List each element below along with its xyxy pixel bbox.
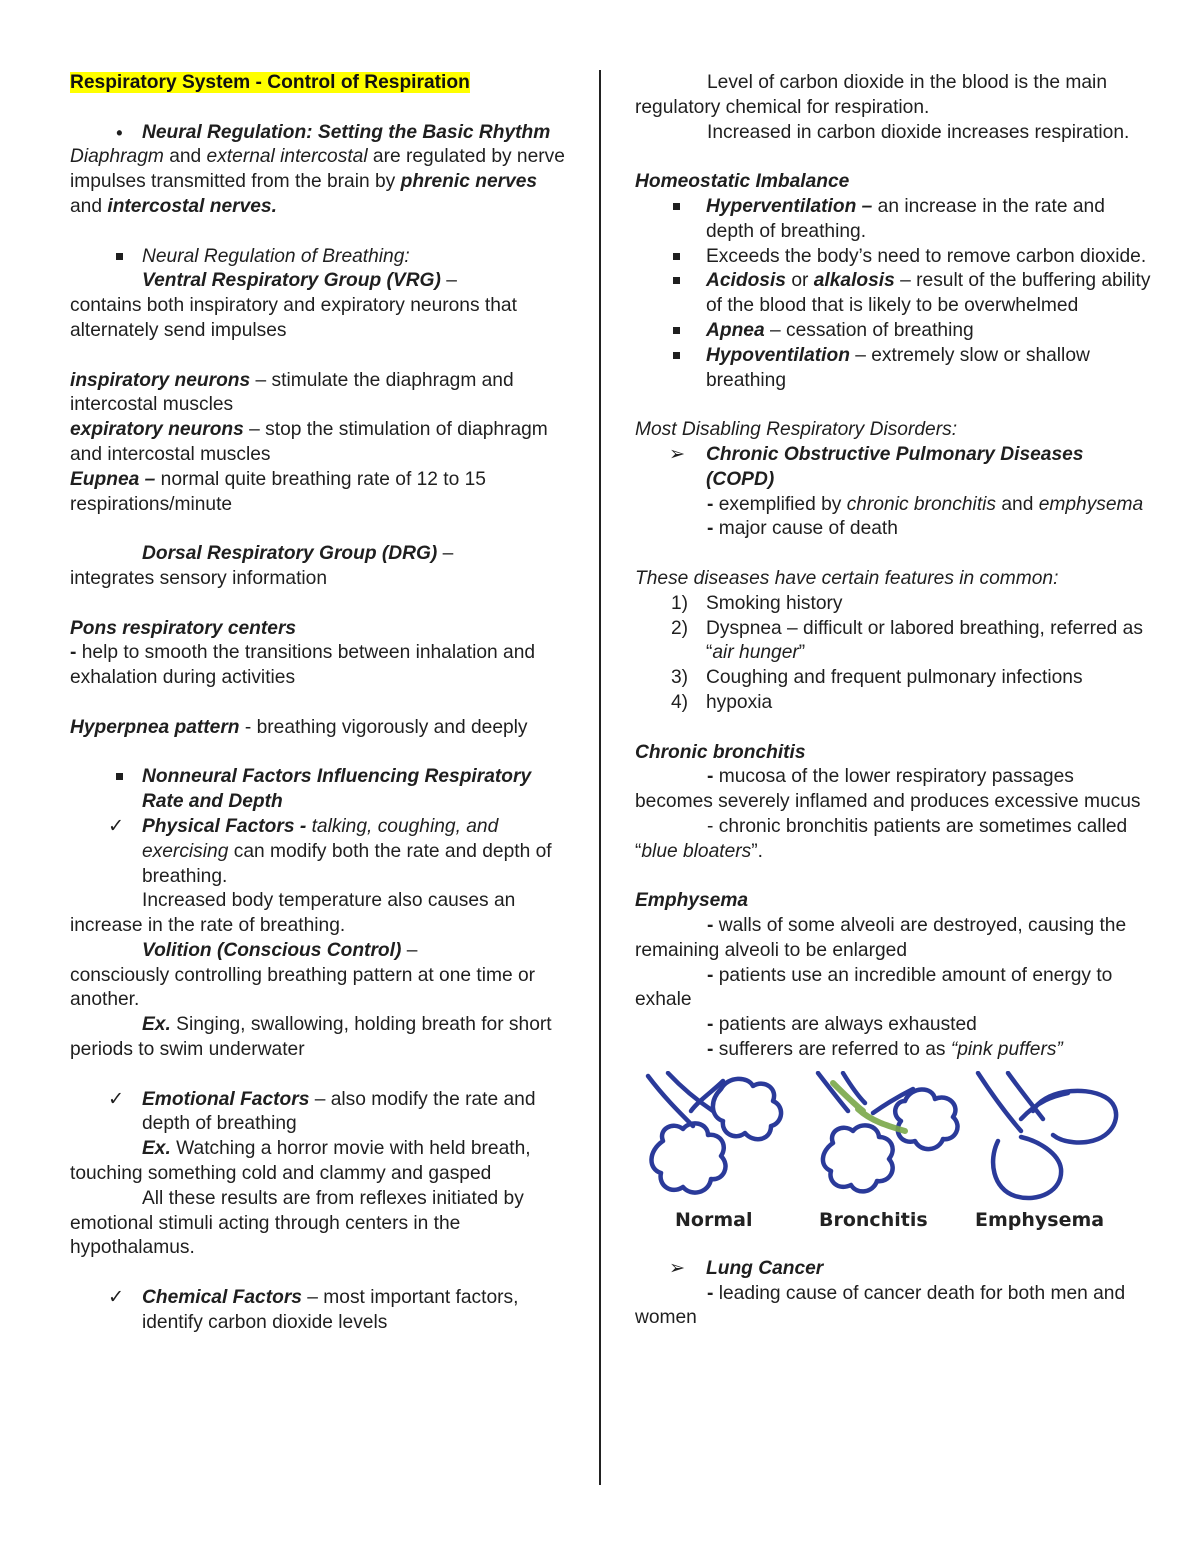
- chronic-bronchitis-heading: Chronic bronchitis: [635, 741, 806, 763]
- temperature-note: Increased body temperature also causes an increase in the rate of breathing.: [70, 890, 516, 937]
- drg-heading: Dorsal Respiratory Group (DRG) –: [142, 543, 454, 565]
- hyperpnea-definition: Hyperpnea pattern - breathing vigorously and deeply: [70, 716, 528, 738]
- column-divider: [599, 70, 601, 1485]
- physical-factors: ✓ Physical Factors - talking, coughing, and exercising can modify both the rate and depth of breathing.: [108, 815, 552, 887]
- inspiratory-neurons: inspiratory neurons – stimulate the diaphragm and intercostal muscles: [70, 369, 514, 416]
- lung-cancer-desc: - leading cause of cancer death for both men and women: [635, 1282, 1126, 1329]
- doc-title-line: [70, 71, 570, 96]
- volition-heading: Volition (Conscious Control) –: [142, 939, 418, 961]
- neural-regulation-heading: • Neural Regulation: Setting the Basic Rhythm: [70, 121, 570, 146]
- diaphragm-paragraph: Diaphragm and external intercostal are regulated by nerve impulses transmitted from the brain by phrenic nerves and intercostal nerves.: [70, 146, 565, 217]
- co2-main-regulator: Level of carbon dioxide in the blood is the main regulatory chemical for respiration.: [635, 72, 1107, 118]
- exceeds-item: Exceeds the body’s need to remove carbon dioxide.: [635, 245, 1155, 270]
- copd-major-cause: - major cause of death: [707, 518, 898, 540]
- eupnea-definition: Eupnea – normal quite breathing rate of 12 to 15 respirations/minute: [70, 468, 486, 515]
- feature-item: 3) Coughing and frequent pulmonary infections: [671, 667, 1083, 689]
- hyperventilation-item: Hyperventilation – an increase in the rate and depth of breathing.: [635, 195, 1155, 245]
- normal-caption: Normal: [675, 1208, 753, 1231]
- reflex-note: All these results are from reflexes initiated by emotional stimuli acting through centers in the hypothalamus.: [70, 1187, 524, 1259]
- volition-example: Ex. Singing, swallowing, holding breath for short periods to swim underwater: [70, 1014, 552, 1061]
- copd-heading: ➢ Chronic Obstructive Pulmonary Diseases (COPD): [669, 443, 1084, 490]
- pons-description: - help to smooth the transitions between inhalation and exhalation during activities: [70, 642, 536, 689]
- feature-item: 1) Smoking history: [671, 592, 843, 614]
- apnea-item: Apnea – cessation of breathing: [635, 319, 1155, 344]
- square-bullet-icon: [673, 203, 680, 210]
- feature-item: 4) hypoxia: [671, 691, 773, 713]
- bronchitis-alveolar-sac-upper: [895, 1089, 957, 1149]
- checkmark-icon: ✓: [108, 815, 125, 837]
- expiratory-neurons: expiratory neurons – stop the stimulation of diaphragm and intercostal muscles: [70, 419, 548, 465]
- square-bullet-icon: [116, 253, 123, 260]
- pons-heading: Pons respiratory centers: [70, 617, 297, 639]
- emphysema-desc-3: - patients are always exhausted: [707, 1014, 977, 1036]
- emphysema-desc-1: - walls of some alveoli are destroyed, causing the remaining alveoli to be enlarged: [635, 915, 1127, 961]
- alveoli-illustration: [643, 1071, 1133, 1206]
- chronic-bronchitis-desc-1: - mucosa of the lower respiratory passages becomes severely inflamed and produces excessive mucus: [635, 766, 1141, 813]
- emphysema-caption: Emphysema: [975, 1208, 1105, 1231]
- hypoventilation-item: Hypoventilation – extremely slow or shallow breathing: [635, 344, 1155, 394]
- bronchitis-caption: Bronchitis: [819, 1208, 928, 1231]
- normal-alveolar-sac-lower: [651, 1123, 725, 1192]
- square-bullet-icon: [673, 352, 680, 359]
- checkmark-icon: ✓: [108, 1287, 125, 1309]
- homeostatic-heading: Homeostatic Imbalance: [635, 171, 850, 193]
- left-column: [70, 71, 570, 1336]
- emphysema-heading: Emphysema: [635, 890, 749, 912]
- right-column: [635, 71, 1155, 1331]
- vrg-heading: Ventral Respiratory Group (VRG) –: [142, 270, 457, 292]
- square-bullet-icon: [673, 277, 680, 284]
- co2-increase: Increased in carbon dioxide increases respiration.: [707, 121, 1130, 143]
- nonneural-heading: Nonneural Factors Influencing Respiratory Rate and Depth: [70, 765, 570, 815]
- copd-examples: - exemplified by chronic bronchitis and emphysema: [707, 493, 1144, 515]
- normal-alveolar-sac-upper: [713, 1079, 781, 1139]
- feature-item: 2) Dyspnea – difficult or labored breathing, referred as “air hunger”: [671, 617, 1143, 664]
- drg-description: integrates sensory information: [70, 567, 328, 589]
- emphysema-sac-upper: [1033, 1091, 1116, 1143]
- chemical-factors: ✓ Chemical Factors – most important factors, identify carbon dioxide levels: [108, 1287, 519, 1333]
- volition-description: consciously controlling breathing pattern at one time or another.: [70, 964, 536, 1011]
- checkmark-icon: ✓: [108, 1088, 125, 1110]
- bullet-dot-icon: •: [116, 122, 123, 143]
- arrow-bullet-icon: ➢: [669, 443, 686, 465]
- chronic-bronchitis-desc-2: - chronic bronchitis patients are sometimes called “blue bloaters”.: [635, 815, 1128, 862]
- common-features-heading: These diseases have certain features in common:: [635, 567, 1059, 589]
- emphysema-desc-4: - sufferers are referred to as “pink puffers”: [707, 1039, 1063, 1061]
- emphysema-desc-2: - patients use an incredible amount of energy to exhale: [635, 964, 1113, 1011]
- emphysema-sac-lower: [993, 1137, 1061, 1198]
- disabling-heading: Most Disabling Respiratory Disorders:: [635, 419, 958, 441]
- square-bullet-icon: [116, 773, 123, 780]
- normal-airway-left: [648, 1076, 693, 1126]
- neural-breathing-heading: Neural Regulation of Breathing:: [70, 245, 570, 270]
- vrg-description: contains both inspiratory and expiratory neurons that alternately send impulses: [70, 295, 517, 341]
- alveoli-diagram: [643, 1071, 1133, 1251]
- emotional-example: Ex. Watching a horror movie with held breath, touching something cold and clammy and gasped: [70, 1138, 531, 1185]
- lung-cancer-heading: ➢ Lung Cancer: [635, 1257, 1155, 1282]
- square-bullet-icon: [673, 253, 680, 260]
- square-bullet-icon: [673, 327, 680, 334]
- bronchitis-alveolar-sac-lower: [823, 1125, 893, 1191]
- doc-title: Respiratory System - Control of Respiration: [70, 72, 470, 93]
- arrow-bullet-icon: ➢: [669, 1257, 686, 1279]
- acidosis-item: Acidosis or alkalosis – result of the buffering ability of the blood that is likely to be overwhelmed: [635, 269, 1155, 319]
- emotional-factors: ✓ Emotional Factors – also modify the rate and depth of breathing: [108, 1088, 536, 1135]
